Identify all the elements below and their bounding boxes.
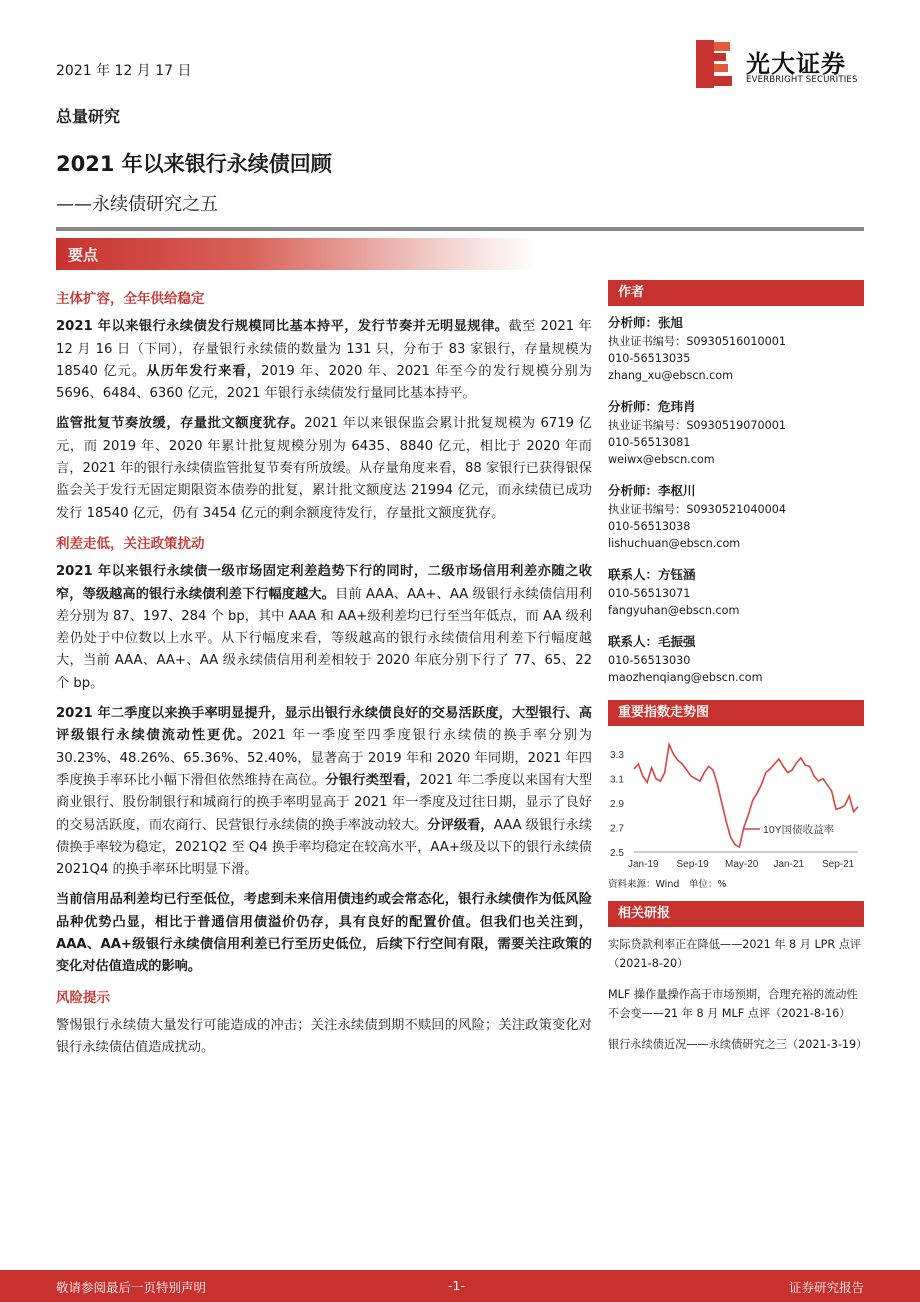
analyst-cert: 执业证书编号：S0930516010001 [608,335,786,348]
body-text: 2021 年以来银保监会累计批复规模为 6719 亿元，而 2019 年、2020 年累计批复规模分别为 6435、8840 亿元，相比于 2020 年而言，2021 年的银行永续债监管批复节奏有所放缓。从存量角度来看，88 家银行已获得银保监会关于发行无固定期限资本债券的批复，累计批文额度达 21994 亿元，而永续债已成功发行 18540 亿元，仍有 3454 亿元的剩余额度待发行，存量批文额度犹存。 [56,416,592,521]
analyst-email[interactable]: weiwx@ebscn.com [608,453,715,466]
analyst-name: 分析师：张旭 [608,315,684,330]
footer-label: 证券研究报告 [788,1280,864,1295]
analyst-card [608,314,864,384]
body-text: 目前 AAA、AA+、AA 级银行永续债信用利差分别为 87、197、284 个 bp，其中 AAA 和 AA+级利差均已行至当年低点，而 AA 级利差仍处于中位数以上水平。从下行幅度来看，等级越高的银行永续债信用利差下行幅度越大，当前 AAA、AA+、AA 级永续债信用利差相较于 2020 年底分别下行了 77、65、22 个 bp。 [56,586,592,691]
analyst-email[interactable]: lishuchuan@ebscn.com [608,537,741,550]
related-header: 相关研报 [608,901,864,927]
paragraph-approval [56,413,592,524]
contact-phone: 010-56513071 [608,587,691,600]
contact-email[interactable]: fangyuhan@ebscn.com [608,604,740,617]
logo-name: 光大证券 [746,50,846,78]
analyst-name: 分析师：李枢川 [608,483,696,498]
y-tick-label: 3.1 [610,774,624,786]
lead-text: 分评级看， [427,817,494,833]
y-tick-label: 3.3 [610,750,624,762]
lead-text: 分银行类型看， [325,772,420,788]
section-heading-spread: 利差走低，关注政策扰动 [56,535,205,552]
authors-header: 作者 [608,280,864,306]
paragraph-spread [56,561,592,695]
section-heading-supply: 主体扩容，全年供给稳定 [56,291,205,307]
analyst-card [608,398,864,468]
page-number: -1- [448,1278,465,1293]
lead-text: 从历年发行来看， [146,363,262,379]
legend-label: 10Y国债收益率 [763,824,835,836]
contact-name: 联系人：方钰涵 [608,567,696,582]
analyst-phone: 010-56513081 [608,436,691,449]
x-tick-label: Sep-21 [822,859,855,870]
chart-header: 重要指数走势图 [608,700,864,726]
analyst-email[interactable]: zhang_xu@ebscn.com [608,369,734,382]
section-heading-risk: 风险提示 [56,989,110,1006]
y-tick-label: 2.7 [610,823,624,835]
yield-line-chart [608,734,864,874]
lead-text: 监管批复节奏放缓，存量批文额度犹存。 [56,416,305,432]
analyst-name: 分析师：危玮肖 [608,399,696,414]
related-item[interactable]: 银行永续债近况——永续债研究之三（2021-3-19） [608,1038,868,1051]
related-item[interactable]: MLF 操作量操作高于市场预期，合理充裕的流动性不会变——21 年 8 月 MLF 点评（2021-8-16） [608,988,858,1020]
related-list [608,935,868,1054]
contact-card [608,633,864,686]
lead-text: 2021 年以来银行永续债发行规模同比基本持平，发行节奏并无明显规律。 [56,319,509,335]
contact-email[interactable]: maozhenqiang@ebscn.com [608,671,763,684]
x-tick-label: Jan-21 [773,859,805,870]
report-category: 总量研究 [56,107,121,126]
paragraph-turnover [56,703,592,881]
analyst-cert: 执业证书编号：S0930519070001 [608,419,786,432]
y-tick-label: 2.5 [610,848,624,859]
x-tick-label: Sep-19 [676,859,709,870]
body-text: 截至 2021 年 12 月 16 日（下同），存量银行永续债的数量为 131 只，分布于 83 家银行，存量规模为 18540 亿元。 [56,319,592,379]
logo-english: EVERBRIGHT SECURITIES [746,75,858,85]
report-subtitle: ——永续债研究之五 [56,194,218,215]
report-title: 2021 年以来银行永续债回顾 [56,152,332,176]
body-text: 2021 年二季度以来国有大型商业银行、股份制银行和城商行的换手率明显高于 2021 年一季度及过往日期，显示了良好的交易活跃度，而农商行、民营银行永续债的换手率波动较大。 [56,772,593,833]
brand-logo [694,38,874,90]
lead-text: 2021 年以来银行永续债一级市场固定利差趋势下行的同时，二级市场信用利差亦随之收窄，等级越高的银行永续债利差下行幅度越大。 [56,564,592,602]
lead-text: 2021 年二季度以来换手率明显提升，显示出银行永续债良好的交易活跃度，大型银行、高评级银行永续债流动性更优。 [56,706,592,744]
body-text: AAA 级银行永续债换手率较为稳定，2021Q2 至 Q4 换手率均稳定在较高水平，AA+级及以下的银行永续债 2021Q4 的换手率环比明显下滑。 [56,817,593,878]
page-footer [0,1270,920,1302]
report-date: 2021 年 12 月 17 日 [56,63,192,79]
analyst-cert: 执业证书编号：S0930521040004 [608,503,786,516]
main-column [56,288,592,1068]
y-tick-label: 2.9 [610,799,624,811]
summary-band [56,238,536,270]
contact-phone: 010-56513030 [608,654,691,667]
body-text: 2021 年一季度至四季度银行永续债的换手率分别为 30.23%、48.26%、65.36%、52.40%，显著高于 2019 年和 2020 年同期，2021 年四季度换手率环比小幅下滑但依然维持在高位。 [56,728,592,788]
title-divider [56,227,864,231]
analyst-phone: 010-56513038 [608,520,691,533]
contact-card [608,566,864,619]
analyst-phone: 010-56513035 [608,352,691,365]
paragraph-risk: 警惕银行永续债大量发行可能造成的冲击；关注永续债到期不赎回的风险；关注政策变化对银行永续债估值造成扰动。 [56,1017,592,1056]
paragraph-conclusion: 当前信用品利差均已行至低位，考虑到未来信用债违约或会常态化，银行永续债作为低风险品种优势凸显，相比于普通信用债溢价仍存，具有良好的配置价值。但我们也关注到，AAA、AA+级银行永续债信用利差已行至历史低位，后续下行空间有限，需要关注政策的变化对估值造成的影响。 [56,892,592,975]
footer-disclaimer: 敬请参阅最后一页特别声明 [56,1280,207,1295]
x-tick-label: May-20 [725,859,759,870]
paragraph-supply [56,316,592,405]
contact-name: 联系人：毛振强 [608,634,696,649]
sidebar [608,280,868,1066]
x-tick-label: Jan-19 [628,859,659,870]
summary-band-label: 要点 [68,246,99,264]
chart-source: 资料来源：Wind 单位：% [608,879,727,890]
everbright-logo-icon [694,38,734,90]
related-item[interactable]: 实际贷款利率正在降低——2021 年 8 月 LPR 点评（2021-8-20） [608,938,862,970]
analyst-card [608,482,864,552]
body-text: 2019 年、2020 年、2021 年至今的发行规模分别为 5696、6484、6360 亿元，2021 年银行永续债发行量同比基本持平。 [56,363,592,402]
